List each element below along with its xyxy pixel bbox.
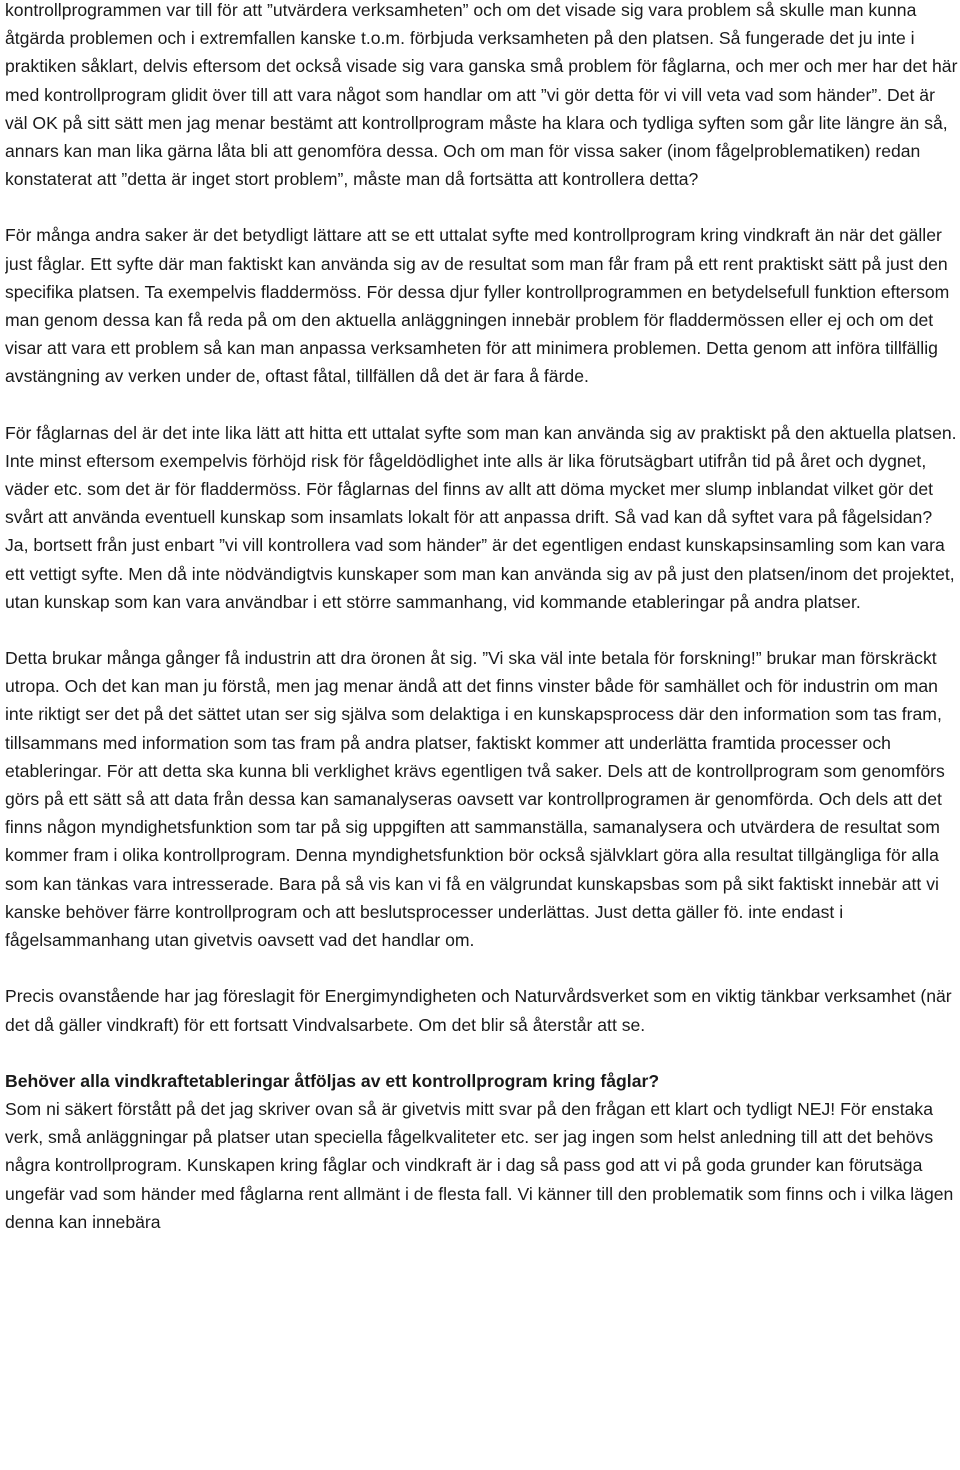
paragraph-industrin-forskning: Detta brukar många gånger få industrin att dra öronen åt sig. ”Vi ska väl inte betala för forskning!” brukar man förskräckt utropa. Och det kan man ju förstå, men jag menar ändå att det finns vinster både för samhället och för industrin om man inte riktigt ser det på det sättet utan ser sig själva som delaktiga i en kunskapsprocess där den information som tas fram, tillsammans med information som tas fram på andra platser, faktiskt kommer att underlätta framtida processer och etableringar. För att detta ska kunna bli verklighet krävs egentligen två saker. Dels att de kontrollprogram som genomförs görs på ett sätt så att data från dessa kan samanalyseras oavsett var kontrollprogramen är genomförda. Och dels att det finns någon myndighetsfunktion som tar på sig uppgiften att sammanställa, samanalysera och utvärdera de resultat som kommer fram i olika kontrollprogram. Denna myndighetsfunktion bör också självklart göra alla resultat tillgängliga för alla som kan tänkas vara intresserade. Bara på så vis kan vi få en välgrundat kunskapsbas som på sikt faktiskt innebär att vi kanske behöver färre kontrollprogram och att beslutsprocesser underlättas. Just detta gäller fö. inte endast i fågelsammanhang utan givetvis oavsett vad det handlar om. <box>5 648 945 951</box>
document-page <box>5 0 960 1470</box>
paragraph-kontrollprogram-syfte: kontrollprogrammen var till för att ”utvärdera verksamheten” och om det visade sig vara problem så skulle man kunna åtgärda problemen och i extremfallen kanske t.o.m. förbjuda verksamheten på den platsen. Så fungerade det ju inte i praktiken såklart, delvis eftersom det också visade sig vara ganska små problem för fåglarna, och mer och mer har det här med kontrollprogram glidit över till att vara något som handlar om att ”vi gör detta för vi vill veta vad som händer”. Det är väl OK på sitt sätt men jag menar bestämt att kontrollprogram måste ha klara och tydliga syften som går lite längre än så, annars kan man lika gärna låta bli att genomföra dessa. Och om man för vissa saker (inom fågelproblematiken) redan konstaterat att ”detta är inget stort problem”, måste man då fortsätta att kontrollera detta? <box>5 0 958 190</box>
section-heading: Behöver alla vindkraftetableringar åtföljas av ett kontrollprogram kring fåglar? <box>5 1070 660 1091</box>
paragraph-faglar-syfte: För fåglarnas del är det inte lika lätt att hitta ett uttalat syfte som man kan använda sig av praktiskt på den aktuella platsen. Inte minst eftersom exempelvis förhöjd risk för fågeldödlighet inte alls är lika förutsägbart utifrån tid på året och dygnet, väder etc. som det är för fladdermöss. För fåglarnas del finns av allt att döma mycket mer slump inblandat vilket gör det svårt att använda eventuell kunskap som insamlats lokalt för att anpassa drift. Så vad kan då syftet vara på fågelsidan? Ja, bortsett från just enbart ”vi vill kontrollera vad som händer” är det egentligen endast kunskapsinsamling som kan vara ett vettigt syfte. Men då inte nödvändigtvis kunskaper som man kan använda sig av på just den platsen/inom det projektet, utan kunskap som kan vara användbar i ett större sammanhang, vid kommande etableringar på andra platser. <box>5 422 957 612</box>
paragraph-fladdermoss: För många andra saker är det betydligt lättare att se ett uttalat syfte med kontrollprogram kring vindkraft än när det gäller just fåglar. Ett syfte där man faktiskt kan använda sig av de resultat som man får fram på ett rent praktiskt sätt på just den specifika platsen. Ta exempelvis fladdermöss. För dessa djur fyller kontrollprogrammen en betydelsefull funktion eftersom man genom dessa kan få reda på om den aktuella anläggningen innebär problem för fladdermössen eller ej och om det visar att vara ett problem så kan man anpassa verksamheten för att minimera problemen. Detta genom att införa tillfällig avstängning av verken under de, oftast fåtal, tillfällen då det är fara å färde. <box>5 225 950 387</box>
paragraph-energimyndigheten: Precis ovanstående har jag föreslagit för Energimyndigheten och Naturvårdsverket som en viktig tänkbar verksamhet (när det då gäller vindkraft) för ett fortsatt Vindvalsarbete. Om det blir så återstår att se. <box>5 986 952 1035</box>
paragraph-svar-nej: Som ni säkert förstått på det jag skriver ovan så är givetvis mitt svar på den frågan ett klart och tydligt NEJ! För enstaka verk, små anläggningar på platser utan speciella fågelkvaliteter etc. ser jag ingen som helst anledning till att det behövs några kontrollprogram. Kunskapen kring fåglar och vindkraft är i dag så pass god att vi på goda grunder kan förutsäga ungefär vad som händer med fåglarna rent allmänt i de flesta fall. Vi känner till den problematik som finns och i vilka lägen denna kan innebära <box>5 1098 954 1232</box>
